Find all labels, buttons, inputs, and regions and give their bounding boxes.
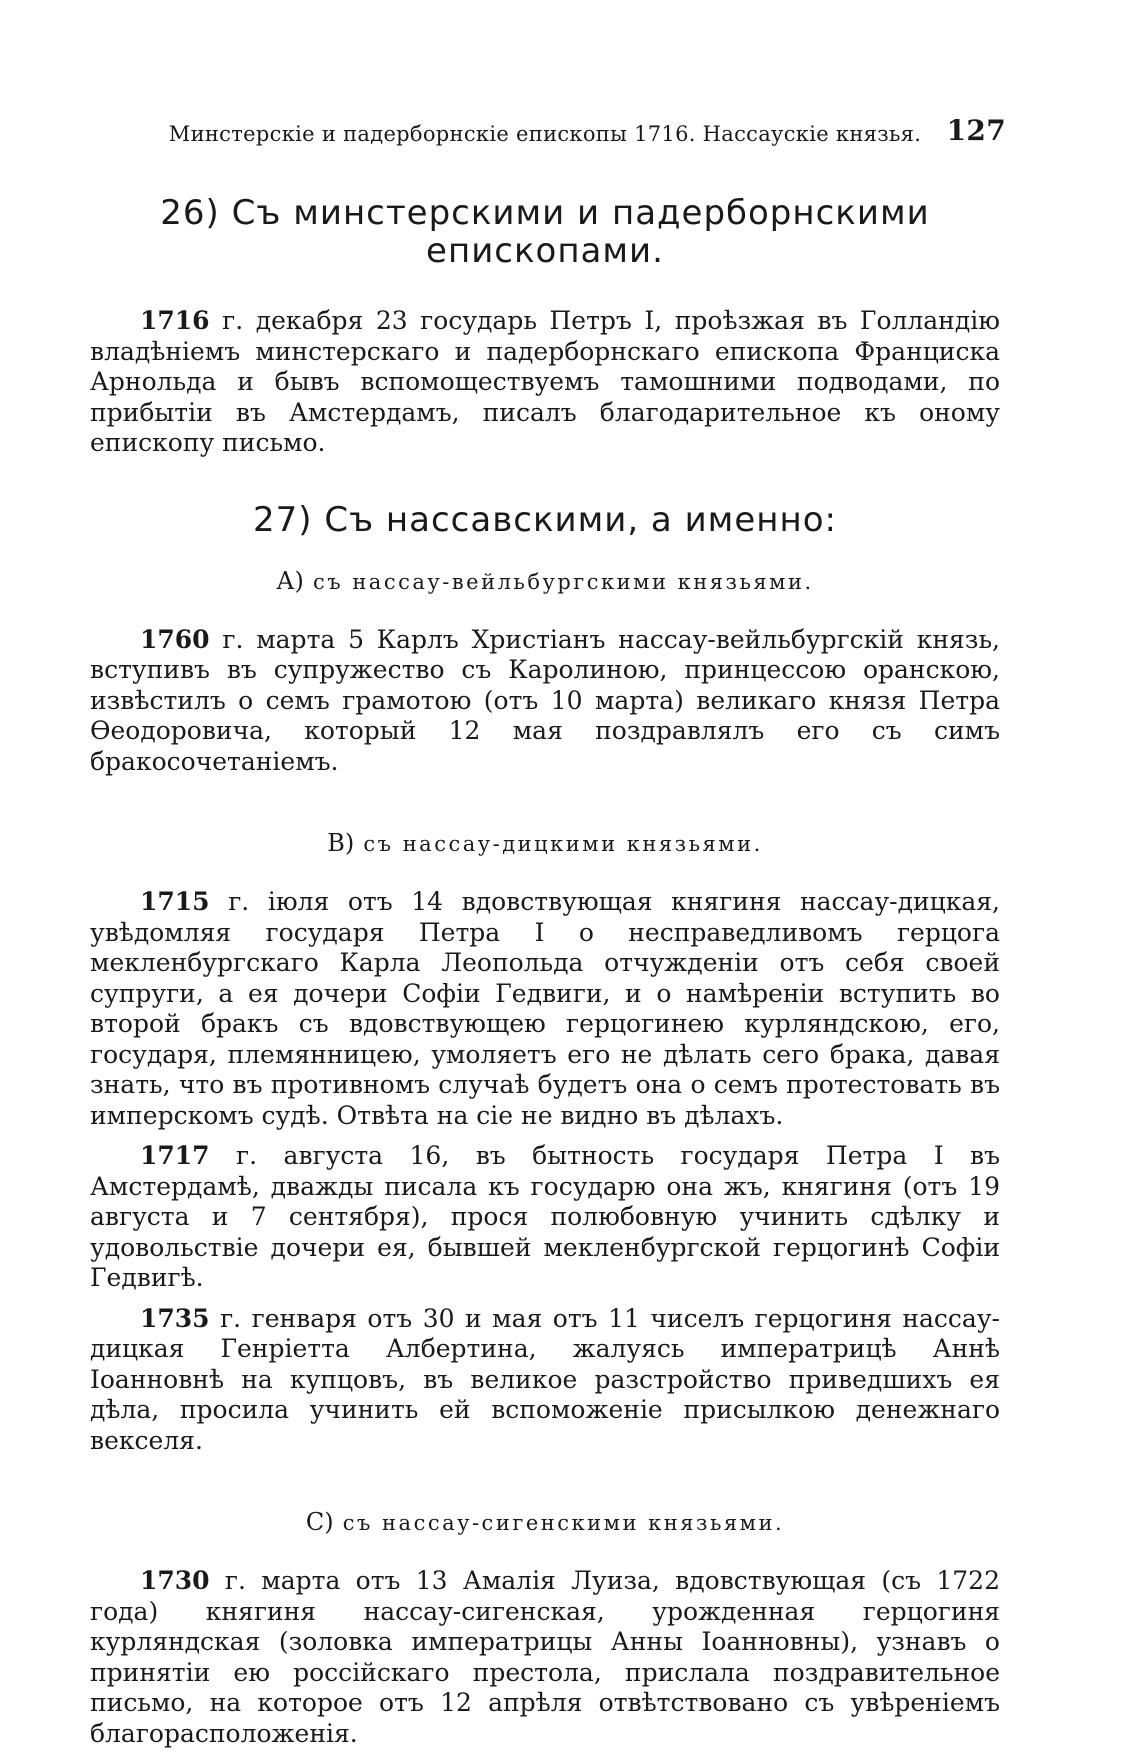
subsection-title: съ нассау-дицкими князьями. [363, 832, 763, 856]
subsection-a-heading [90, 567, 1000, 595]
paragraph-1715 [90, 887, 1000, 1131]
paragraph-year: 1730 [140, 1566, 210, 1595]
paragraph-year: 1715 [140, 887, 210, 916]
paragraph-year: 1716 [140, 306, 210, 335]
subsection-title: съ нассау-сигенскими князьями. [342, 1511, 785, 1535]
paragraph-text: г. декабря 23 государь Петръ I, проѣзжая въ Голландію владѣніемъ минстерскаго и падерборнскаго епископа Франциска Арнольда и бывъ вспомоществуемъ тамошними подводами, по прибытіи въ Амстердамъ, писалъ благодарительное къ оному епископу письмо. [90, 306, 1000, 457]
paragraph-year: 1735 [140, 1303, 210, 1333]
paragraph-1716 [90, 306, 1000, 459]
subsection-letter: В) [327, 829, 355, 857]
section-26-heading: 26) Съ минстерскими и падерборнскими епископами. [160, 193, 930, 271]
subsection-letter: С) [305, 1508, 334, 1536]
running-header [90, 110, 1006, 150]
section-27-heading: 27) Съ нассавскими, а именно: [253, 499, 837, 540]
page-number: 127 [946, 114, 1006, 147]
paragraph-1735 [90, 1304, 1000, 1457]
paragraph-1730 [90, 1566, 1000, 1749]
paragraph-1760 [90, 625, 1000, 778]
paragraph-1717 [90, 1141, 1000, 1294]
running-title: Минстерскіе и падерборнскіе епископы 1716. Нассаускіе князья. [168, 122, 922, 146]
paragraph-text: г. генваря отъ 30 и мая отъ 11 чиселъ герцогиня нассау-дицкая Генріетта Албертина, жалуясь императрицѣ Аннѣ Іоанновнѣ на купцовъ, въ великое разстройство приведшихъ ея дѣла, просила учинить ей вспоможеніе присылкою денежнаго векселя. [90, 1303, 1000, 1455]
paragraph-year: 1760 [140, 624, 210, 654]
document-page [90, 110, 1006, 1759]
paragraph-text: г. марта 5 Карлъ Христіанъ нассау-вейльбургскій князь, вступивъ въ супружество съ Каролиною, принцессою оранскою, извѣстилъ о семъ грамотою (отъ 10 марта) великаго князя Петра Ѳеодоровича, который 12 мая поздравлялъ его съ симъ бракосочетаніемъ. [90, 624, 1000, 776]
paragraph-text: г. августа 16, въ бытность государя Петра I въ Амстердамѣ, дважды писала къ государю она жъ, княгиня (отъ 19 августа и 7 сентября), прося полюбовную учинить сдѣлку и удовольствіе дочери ея, бывшей мекленбургской герцогинѣ Софіи Гедвигѣ. [90, 1141, 1000, 1292]
subsection-title: съ нассау-вейльбургскими князьями. [313, 569, 814, 594]
subsection-b-heading [90, 829, 1000, 857]
paragraph-year: 1717 [140, 1141, 210, 1170]
subsection-c-heading [90, 1508, 1000, 1536]
paragraph-text: г. марта отъ 13 Амалія Луиза, вдовствующая (съ 1722 года) княгиня нассау-сигенская, урожденная герцогиня курляндская (золовка императрицы Анны Іоанновны), узнавъ о принятіи ею россійскаго престола, прислала поздравительное письмо, на которое отъ 12 апрѣля отвѣтствовано съ увѣреніемъ благорасположенія. [90, 1566, 1000, 1748]
subsection-letter: А) [276, 566, 304, 595]
paragraph-text: г. іюля отъ 14 вдовствующая княгиня нассау-дицкая, увѣдомляя государя Петра I о несправедливомъ герцога мекленбургскаго Карла Леопольда отчужденіи отъ себя своей супруги, а ея дочери Софіи Гедвиги, и о намѣреніи вступить во второй бракъ съ вдовствующею герцогинею курляндскою, его, государя, племянницею, умоляетъ его не дѣлать сего брака, давая знать, что въ противномъ случаѣ будетъ она о семъ протестовать въ имперскомъ судѣ. Отвѣта на сіе не видно въ дѣлахъ. [90, 887, 1000, 1130]
